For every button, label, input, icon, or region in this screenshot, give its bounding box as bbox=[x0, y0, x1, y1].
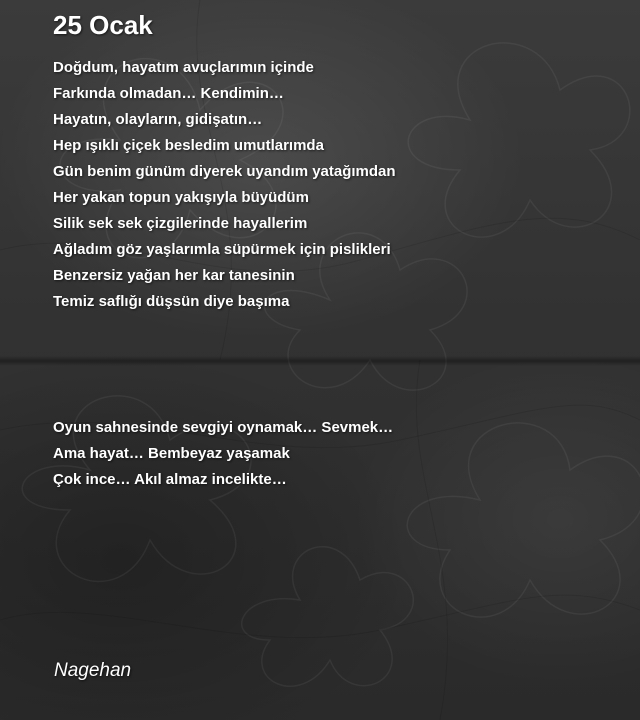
poem-line: Gün benim günüm diyerek uyandım yatağımdan bbox=[53, 163, 396, 180]
poem-line: Çok ince… Akıl almaz incelikte… bbox=[53, 471, 287, 488]
stanza-2 bbox=[53, 415, 393, 493]
stanza-1 bbox=[53, 55, 396, 315]
poem-line: Ama hayat… Bembeyaz yaşamak bbox=[53, 445, 290, 462]
poem-author: Nagehan bbox=[54, 660, 132, 681]
poem-line: Her yakan topun yakışıyla büyüdüm bbox=[53, 189, 309, 206]
poem-line: Farkında olmadan… Kendimin… bbox=[53, 85, 284, 102]
poem-title: 25 Ocak bbox=[53, 10, 153, 40]
poem-line: Hep ışıklı çiçek besledim umutlarımda bbox=[53, 137, 324, 154]
poem-line: Doğdum, hayatım avuçlarımın içinde bbox=[53, 59, 314, 76]
poem-line: Silik sek sek çizgilerinde hayallerim bbox=[53, 215, 308, 232]
poem-line: Temiz saflığı düşsün diye başıma bbox=[53, 293, 290, 310]
poem-line: Hayatın, olayların, gidişatın… bbox=[53, 111, 263, 128]
poem-line: Oyun sahnesinde sevgiyi oynamak… Sevmek… bbox=[53, 419, 394, 436]
poem-line: Benzersiz yağan her kar tanesinin bbox=[53, 267, 295, 284]
poem-line: Ağladım göz yaşlarımla süpürmek için pislikleri bbox=[53, 241, 391, 258]
image-seam bbox=[0, 356, 640, 366]
